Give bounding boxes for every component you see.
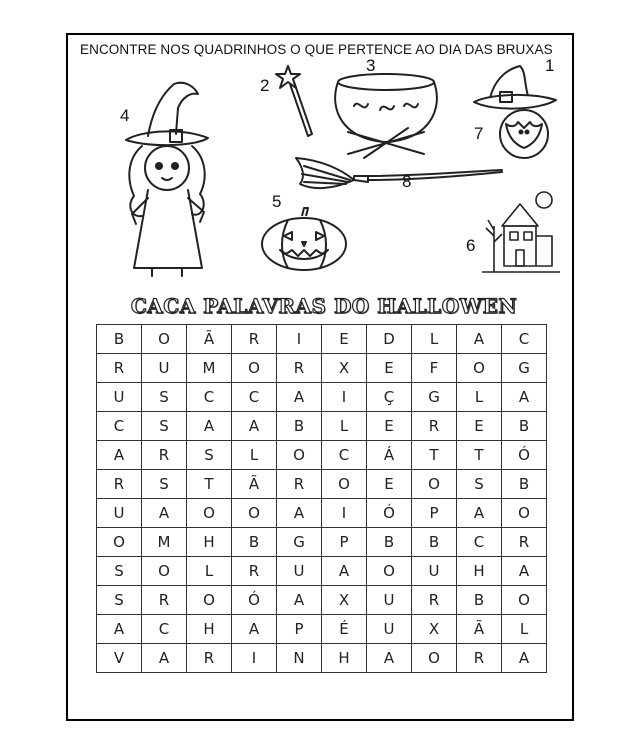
label-number-4: 4 [120,106,130,125]
grid-cell[interactable]: O [232,499,277,528]
grid-cell[interactable]: B [502,412,547,441]
label-number-7: 7 [474,124,484,143]
grid-cell[interactable]: O [502,499,547,528]
grid-row [97,412,547,441]
grid-cell[interactable]: L [232,441,277,470]
grid-cell[interactable]: O [277,441,322,470]
grid-cell[interactable]: H [187,615,232,644]
grid-cell[interactable]: A [502,383,547,412]
grid-cell[interactable]: I [322,499,367,528]
grid-cell[interactable]: R [277,470,322,499]
grid-row [97,325,547,354]
grid-cell[interactable]: E [322,325,367,354]
grid-cell[interactable]: O [187,499,232,528]
grid-cell[interactable]: E [457,412,502,441]
grid-cell[interactable]: S [187,441,232,470]
word-search-grid [96,324,547,673]
cauldron-illustration [324,70,448,160]
grid-cell[interactable]: A [232,615,277,644]
grid-cell[interactable]: D [367,325,412,354]
grid-cell[interactable]: H [187,528,232,557]
grid-cell[interactable]: I [322,383,367,412]
grid-row [97,499,547,528]
grid-cell[interactable]: R [97,354,142,383]
grid-cell[interactable]: A [142,644,187,673]
grid-row [97,354,547,383]
grid-cell[interactable]: A [322,557,367,586]
grid-cell[interactable]: P [412,499,457,528]
grid-cell[interactable]: T [187,470,232,499]
grid-cell[interactable]: É [322,615,367,644]
grid-cell[interactable]: L [187,557,232,586]
grid-cell[interactable]: B [412,528,457,557]
grid-row [97,615,547,644]
grid-cell[interactable]: L [457,383,502,412]
grid-cell[interactable]: Ó [367,499,412,528]
grid-cell[interactable]: E [367,354,412,383]
grid-cell[interactable]: R [412,412,457,441]
label-number-5: 5 [272,192,282,211]
grid-cell[interactable]: Ó [232,586,277,615]
grid-row [97,644,547,673]
grid-cell[interactable]: A [457,325,502,354]
grid-cell[interactable]: Ã [457,615,502,644]
grid-cell[interactable]: G [502,354,547,383]
grid-cell[interactable]: H [322,644,367,673]
label-number-6: 6 [466,236,476,255]
grid-cell[interactable]: R [457,644,502,673]
grid-cell[interactable]: U [97,383,142,412]
grid-cell[interactable]: B [232,528,277,557]
label-number-1: 1 [545,56,555,75]
grid-cell[interactable]: C [232,383,277,412]
grid-cell[interactable]: A [277,499,322,528]
grid-cell[interactable]: O [457,354,502,383]
grid-row [97,383,547,412]
grid-cell[interactable]: B [502,470,547,499]
grid-cell[interactable]: H [457,557,502,586]
grid-cell[interactable]: R [97,470,142,499]
grid-cell[interactable]: P [277,615,322,644]
grid-row [97,441,547,470]
grid-cell[interactable]: T [412,441,457,470]
grid-row [97,470,547,499]
grid-cell[interactable]: O [142,325,187,354]
grid-cell[interactable]: B [97,325,142,354]
grid-cell[interactable]: O [502,586,547,615]
grid-cell[interactable]: S [142,412,187,441]
grid-cell[interactable]: B [277,412,322,441]
grid-cell[interactable]: N [277,644,322,673]
grid-cell[interactable]: S [97,557,142,586]
grid-cell[interactable]: U [142,354,187,383]
grid-cell[interactable]: L [502,615,547,644]
grid-cell[interactable]: A [232,412,277,441]
grid-cell[interactable]: E [367,470,412,499]
grid-cell[interactable]: A [367,644,412,673]
grid-cell[interactable]: S [457,470,502,499]
grid-cell[interactable]: Ã [187,325,232,354]
grid-cell[interactable]: X [322,354,367,383]
grid-cell[interactable]: R [232,557,277,586]
word-search-title: CACA PALAVRAS DO HALLOWEN [130,294,518,318]
grid-cell[interactable]: B [367,528,412,557]
grid-cell[interactable]: X [322,586,367,615]
grid-cell[interactable]: U [97,499,142,528]
grid-cell[interactable]: A [502,644,547,673]
grid-cell[interactable]: C [97,412,142,441]
grid-cell[interactable]: I [277,325,322,354]
grid-cell[interactable]: O [142,557,187,586]
grid-cell[interactable]: R [502,528,547,557]
grid-cell[interactable]: A [142,499,187,528]
grid-cell[interactable]: A [502,557,547,586]
grid-cell[interactable]: O [412,470,457,499]
label-number-2: 2 [260,76,270,95]
pumpkin-illustration [258,206,350,272]
grid-cell[interactable]: S [97,586,142,615]
grid-cell[interactable]: C [457,528,502,557]
broom-illustration [292,150,506,200]
grid-cell[interactable]: A [97,615,142,644]
grid-cell[interactable]: O [187,586,232,615]
grid-cell[interactable]: T [457,441,502,470]
grid-cell[interactable]: A [277,586,322,615]
grid-cell[interactable]: Ó [502,441,547,470]
grid-cell[interactable]: M [142,528,187,557]
grid-row [97,528,547,557]
grid-cell[interactable]: U [367,586,412,615]
grid-cell[interactable]: R [232,325,277,354]
grid-cell[interactable]: P [322,528,367,557]
grid-cell[interactable]: F [412,354,457,383]
grid-cell[interactable]: B [457,586,502,615]
grid-cell[interactable]: M [187,354,232,383]
grid-cell[interactable]: S [142,383,187,412]
grid-cell[interactable]: R [277,354,322,383]
grid-row [97,586,547,615]
grid-cell[interactable]: X [412,615,457,644]
grid-cell[interactable]: Á [367,441,412,470]
label-number-8: 8 [402,172,412,191]
haunted-house-illustration [480,186,562,276]
grid-cell[interactable]: C [142,615,187,644]
grid-cell[interactable]: L [322,412,367,441]
instructions-text: ENCONTRE NOS QUADRINHOS O QUE PERTENCE AO DIA DAS BRUXAS [80,42,553,57]
label-number-3: 3 [366,56,376,75]
star-wand-illustration [272,64,316,142]
grid-cell[interactable]: Ç [367,383,412,412]
grid-cell[interactable]: A [97,441,142,470]
grid-cell[interactable]: A [187,412,232,441]
grid-cell[interactable]: C [187,383,232,412]
grid-cell[interactable]: R [412,586,457,615]
grid-cell[interactable]: U [277,557,322,586]
grid-cell[interactable]: E [367,412,412,441]
grid-row [97,557,547,586]
grid-cell[interactable]: R [142,441,187,470]
grid-cell[interactable]: S [142,470,187,499]
grid-cell[interactable]: U [412,557,457,586]
grid-cell[interactable]: O [97,528,142,557]
grid-cell[interactable]: R [142,586,187,615]
grid-cell[interactable]: A [277,383,322,412]
grid-cell[interactable]: O [232,354,277,383]
grid-cell[interactable]: Ã [232,470,277,499]
grid-cell[interactable]: L [412,325,457,354]
grid-cell[interactable]: C [502,325,547,354]
grid-cell[interactable]: A [457,499,502,528]
grid-cell[interactable]: R [187,644,232,673]
grid-cell[interactable]: G [277,528,322,557]
grid-cell[interactable]: U [367,615,412,644]
grid-cell[interactable]: I [232,644,277,673]
grid-cell[interactable]: G [412,383,457,412]
grid-cell[interactable]: O [367,557,412,586]
grid-cell[interactable]: C [322,441,367,470]
grid-cell[interactable]: V [97,644,142,673]
grid-cell[interactable]: O [322,470,367,499]
grid-cell[interactable]: O [412,644,457,673]
